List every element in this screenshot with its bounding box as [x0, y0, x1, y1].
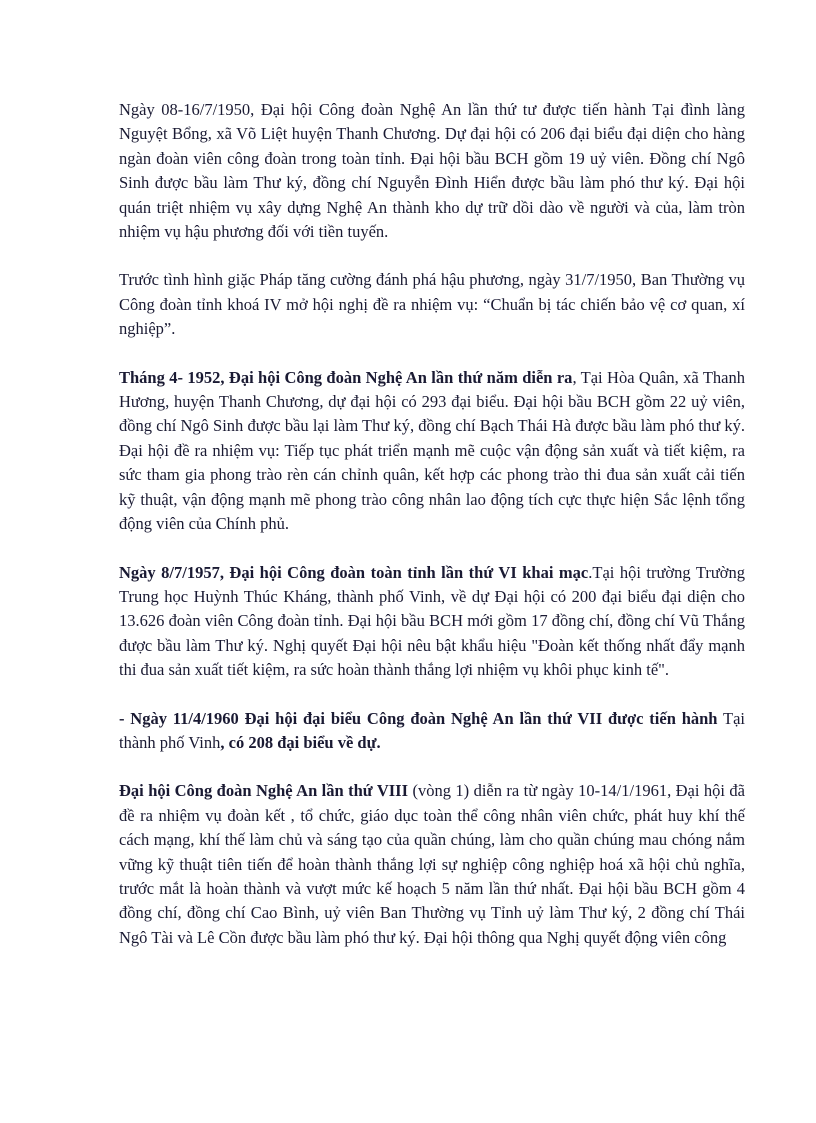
- paragraph-text: .Tại hội trường Trường Trung học Huỳnh Thúc Kháng, thành phố Vinh, về dự Đại hội có 200 đại biểu đại diện cho 13.626 đoàn viên Công đoàn tỉnh. Đại hội bầu BCH mới gồm 17 đồng chí, đồng chí Vũ Thắng được bầu làm Thư ký. Nghị quyết Đại hội nêu bật khẩu hiệu "Đoàn kết thống nhất đẩy mạnh thi đua sản xuất tiết kiệm, ra sức hoàn thành thắng lợi nhiệm vụ khôi phục kinh tế".: [119, 562, 745, 680]
- paragraph-text: , Tại Hòa Quân, xã Thanh Hương, huyện Thanh Chương, dự đại hội có 293 đại biểu. Đại hội bầu BCH gồm 22 uỷ viên, đồng chí Ngô Sinh được bầu lại làm Thư ký, đồng chí Bạch Thái Hà được bầu làm phó thư ký. Đại hội đề ra nhiệm vụ: Tiếp tục phát triển mạnh mẽ cuộc vận động sản xuất và tiết kiệm, ra sức tham gia phong trào rèn cán chỉnh quân, kết hợp các phong trào thi đua sản xuất cải tiến kỹ thuật, vận động mạnh mẽ phong trào công nhân lao động tích cực thực hiện Sắc lệnh tổng động viên của Chính phủ.: [119, 367, 745, 534]
- paragraph-text: Ngày 08-16/7/1950, Đại hội Công đoàn Nghệ An lần thứ tư được tiến hành Tại đình làng Nguyệt Bổng, xã Võ Liệt huyện Thanh Chương. Dự đại hội có 206 đại biểu đại diện cho hàng ngàn đoàn viên công đoàn trong toàn tỉnh. Đại hội bầu BCH gồm 19 uỷ viên. Đồng chí Ngô Sinh được bầu làm Thư ký, đồng chí Nguyễn Đình Hiển được bầu làm phó thư ký. Đại hội quán triệt nhiệm vụ xây dựng Nghệ An thành kho dự trữ dồi dào về người và của, làm tròn nhiệm vụ hậu phương đối với tiền tuyến.: [119, 100, 745, 242]
- paragraph-text: Trước tình hình giặc Pháp tăng cường đánh phá hậu phương, ngày 31/7/1950, Ban Thường vụ Công đoàn tỉnh khoá IV mở hội nghị đề ra nhiệm vụ: “Chuẩn bị tác chiến bảo vệ cơ quan, xí nghiệp”.: [119, 270, 745, 339]
- paragraph-heading: - Ngày 11/4/1960 Đại hội đại biểu Công đoàn Nghệ An lần thứ VII được tiến hành: [119, 708, 718, 728]
- paragraph-congress-viii: [119, 779, 745, 950]
- paragraph-congress-v: [119, 366, 745, 537]
- paragraph-congress-vi: [119, 561, 745, 683]
- paragraph-text: (vòng 1) diễn ra từ ngày 10-14/1/1961, Đại hội đã đề ra nhiệm vụ đoàn kết , tổ chức, giáo dục toàn thể công nhân viên chức, phát huy khí thế cách mạng, khí thế làm chủ và sáng tạo của quần chúng, làm cho quần chúng mau chóng nắm vững kỹ thuật tiên tiến để hoàn thành thắng lợi sự nghiệp công nghiệp hoá xã hội chủ nghĩa, trước mắt là hoàn thành và vượt mức kế hoạch 5 năm lần thứ nhất. Đại hội bầu BCH gồm 4 đồng chí, đồng chí Cao Bình, uỷ viên Ban Thường vụ Tỉnh uỷ làm Thư ký, 2 đồng chí Thái Ngô Tài và Lê Cồn được bầu làm phó thư ký. Đại hội thông qua Nghị quyết động viên công: [119, 781, 745, 947]
- paragraph-congress-vii: [119, 707, 745, 756]
- paragraph-standing-committee-meeting: [119, 268, 745, 341]
- paragraph-emphasis: , có 208 đại biểu về dự.: [220, 732, 381, 752]
- paragraph-heading: Ngày 8/7/1957, Đại hội Công đoàn toàn tỉnh lần thứ VI khai mạc: [119, 562, 589, 582]
- paragraph-heading: Đại hội Công đoàn Nghệ An lần thứ VIII: [119, 781, 409, 801]
- document-page: [119, 98, 745, 974]
- paragraph-text: Tại thành phố Vinh: [119, 708, 745, 752]
- paragraph-heading: Tháng 4- 1952, Đại hội Công đoàn Nghệ An lần thứ năm diễn ra: [119, 367, 573, 387]
- paragraph-congress-iv: [119, 98, 745, 244]
